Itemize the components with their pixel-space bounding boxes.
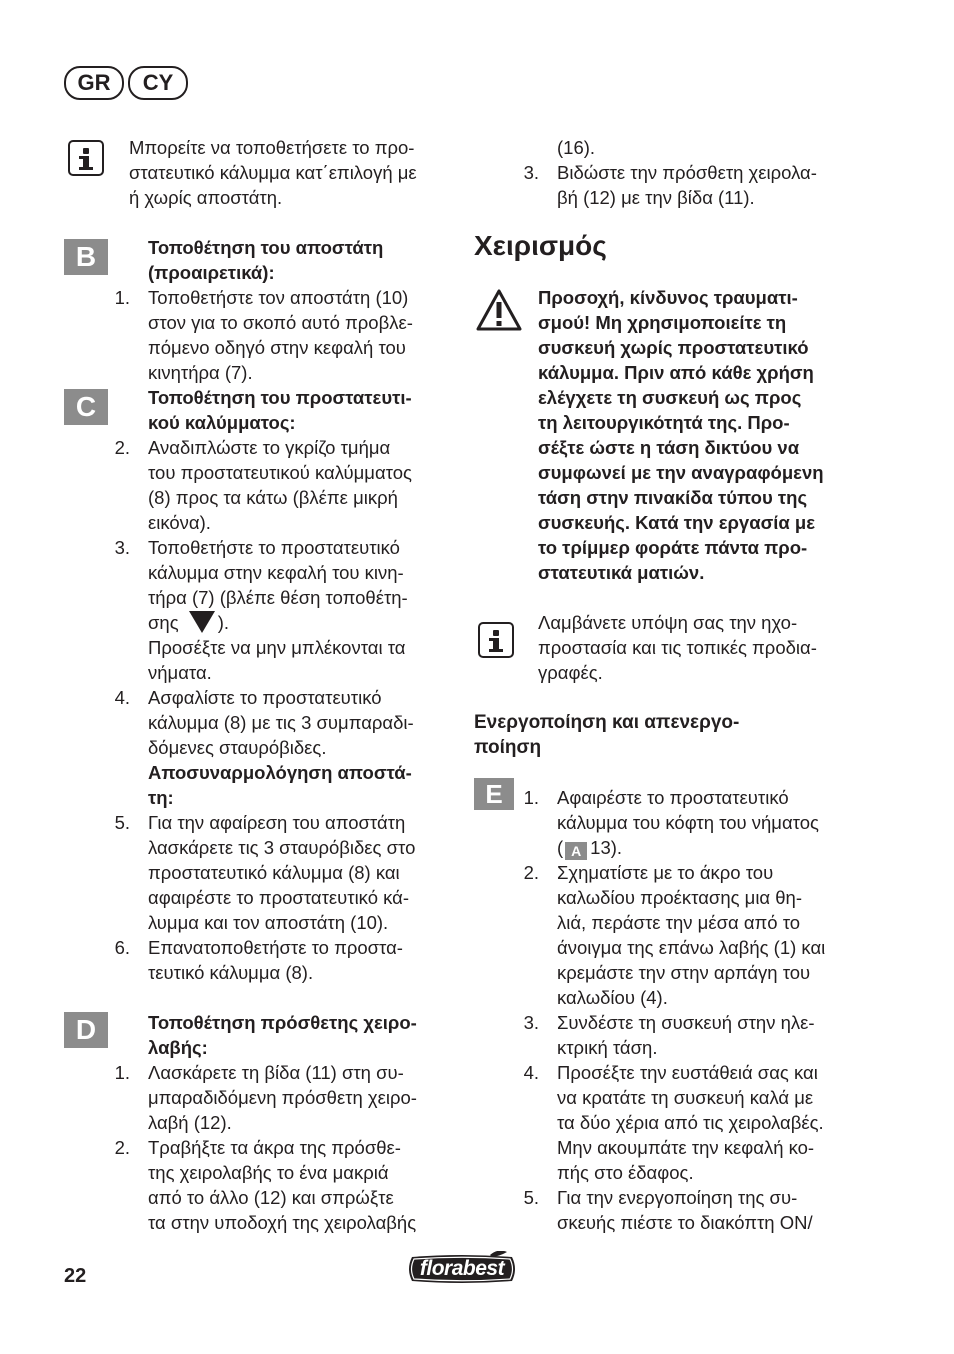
- list-number: 3.: [523, 1012, 539, 1033]
- list-item-line: Μην ακουμπάτε την κεφαλή κο-: [557, 1137, 815, 1158]
- list-number: 6.: [114, 937, 130, 958]
- list-item-line: λυμμα και τον αποστάτη (10).: [148, 912, 389, 933]
- info-text-line: στατευτικό κάλυμμα κατ΄επιλογή με: [129, 162, 417, 183]
- page-number: 22: [64, 1265, 87, 1287]
- warning-text-line: το τρίμμερ φοράτε πάντα προ-: [538, 537, 808, 558]
- list-item-line: (8) προς τα κάτω (βλέπε μικρή: [148, 487, 398, 508]
- list-item-line: καλωδίου (4).: [557, 987, 668, 1008]
- list-item-line: λασκάρετε τις 3 σταυρόβιδες στο: [148, 837, 416, 858]
- warning-text-line: τάση στην πινακίδα τύπου της: [538, 487, 808, 508]
- section-heading: λαβής:: [148, 1037, 208, 1058]
- list-item-line: Σχηματίστε με το άκρο του: [557, 862, 774, 883]
- list-item-line: πόμενο οδηγό στην κεφαλή του: [148, 337, 406, 358]
- info-icon: [478, 622, 514, 658]
- list-number: 5.: [114, 812, 130, 833]
- sub-heading: τη:: [148, 787, 174, 808]
- list-number: 2.: [114, 437, 130, 458]
- list-item-line: από το άλλο (12) και σπρώξτε: [148, 1187, 394, 1208]
- list-number: 1.: [114, 287, 130, 308]
- list-item-line: Επανατοποθετήστε το προστα-: [148, 937, 403, 958]
- section-title-operation: Χειρισμός: [474, 230, 607, 261]
- sub-heading: Αποσυναρμολόγηση αποστά-: [148, 762, 412, 783]
- list-item-line: κάλυμμα του κόφτη του νήματος: [557, 812, 819, 833]
- list-item-line: εικόνα).: [148, 512, 211, 533]
- list-item-text: σης: [148, 612, 179, 633]
- list-item-line: Λασκάρετε τη βίδα (11) στη συ-: [148, 1062, 404, 1083]
- warning-text-line: συσκευή χωρίς προστατευτικό: [538, 337, 809, 358]
- list-item-line: τα στην υποδοχή της χειρολαβής: [148, 1212, 417, 1233]
- ref-bracket: (: [557, 837, 564, 858]
- section-title-onoff: ποίηση: [474, 737, 542, 758]
- list-number: 2.: [114, 1137, 130, 1158]
- list-item-line: τα δύο χέρια από τις χειρολαβές.: [557, 1112, 824, 1133]
- info-text-line: ή χωρίς αποστάτη.: [129, 187, 283, 208]
- list-item-line: μπαραδιδόμενη πρόσθετη χειρο-: [148, 1087, 417, 1108]
- list-item-line: άνοιγμα της επάνω λαβής (1) και: [557, 937, 826, 958]
- list-number: 1.: [523, 787, 539, 808]
- list-item-line: κτρική τάση.: [557, 1037, 658, 1058]
- list-item-line: κάλυμμα (8) με τις 3 συμπαραδι-: [148, 712, 414, 733]
- list-item-line: προστατευτικό κάλυμμα (8) και: [148, 862, 400, 883]
- section-heading: κού καλύμματος:: [148, 412, 296, 433]
- list-item-line: λαβή (12).: [148, 1112, 232, 1133]
- list-number: 4.: [114, 687, 130, 708]
- position-triangle-icon: [188, 610, 216, 634]
- list-item-line: Αφαιρέστε το προστατευτικό: [557, 787, 789, 808]
- section-heading: Τοποθέτηση του αποστάτη: [148, 237, 384, 258]
- warning-text-line: τη λειτουργικότητά της. Προ-: [538, 412, 790, 433]
- brand-logo: [406, 1251, 518, 1287]
- section-title-onoff: Ενεργοποίηση και απενεργο-: [474, 712, 740, 733]
- list-number: 3.: [523, 162, 539, 183]
- warning-text-line: στατευτικά ματιών.: [538, 562, 705, 583]
- section-heading: (προαιρετικά):: [148, 262, 275, 283]
- section-marker-d: D: [64, 1012, 108, 1048]
- list-item-line: της χειρολαβής το ένα μακριά: [148, 1162, 389, 1183]
- list-number: 3.: [114, 537, 130, 558]
- list-item-line: Για την αφαίρεση του αποστάτη: [148, 812, 406, 833]
- list-item-line: νήματα.: [148, 662, 212, 683]
- info-text-line: Μπορείτε να τοποθετήσετε το προ-: [129, 137, 415, 158]
- list-item-line: Βιδώστε την πρόσθετη χειρολα-: [557, 162, 817, 183]
- warning-text-line: ελέγχετε τη συσκευή ως προς: [538, 387, 802, 408]
- list-item-line: [148, 610, 229, 635]
- section-marker-c: C: [64, 389, 108, 425]
- list-item-line: κινητήρα (7).: [148, 362, 253, 383]
- list-item-line: τήρα (7) (βλέπε θέση τοποθέτη-: [148, 587, 408, 608]
- list-item-line: Ασφαλίστε το προστατευτικό: [148, 687, 382, 708]
- warning-icon: [475, 288, 523, 332]
- info-text-line: γραφές.: [538, 662, 603, 683]
- list-item-line: Τοποθετήστε το προστατευτικό: [148, 537, 400, 558]
- list-item-line: κάλυμμα στην κεφαλή του κινη-: [148, 562, 404, 583]
- list-item-line: τευτικό κάλυμμα (8).: [148, 962, 314, 983]
- warning-text-line: σμού! Μη χρησιμοποιείτε τη: [538, 312, 787, 333]
- warning-text-line: σέξτε ώστε η τάση δικτύου να: [538, 437, 800, 458]
- list-item-line: Συνδέστε τη συσκευή στην ηλε-: [557, 1012, 815, 1033]
- list-number: 2.: [523, 862, 539, 883]
- logo-text: florabest: [419, 1257, 505, 1280]
- list-item-line: (16).: [557, 137, 596, 158]
- list-item-line: Αναδιπλώστε το γκρίζο τμήμα: [148, 437, 391, 458]
- info-text-line: προστασία και τις τοπικές προδια-: [538, 637, 817, 658]
- figure-ref-a: A: [565, 842, 587, 860]
- list-item-line: Προσέξτε την ευστάθειά σας και: [557, 1062, 818, 1083]
- info-icon: [68, 140, 104, 176]
- info-text-line: Λαμβάνετε υπόψη σας την ηχο-: [538, 612, 798, 633]
- warning-text-line: κάλυμμα. Πριν από κάθε χρήση: [538, 362, 814, 383]
- country-badge-gr: GR: [64, 66, 124, 100]
- list-item-line: [557, 835, 622, 860]
- list-item-text: ).: [217, 612, 230, 633]
- list-item-line: σκευής πιέστε το διακόπτη ON/: [557, 1212, 813, 1233]
- list-item-line: αφαιρέστε το προστατευτικό κά-: [148, 887, 410, 908]
- list-item-line: Για την ενεργοποίηση της συ-: [557, 1187, 798, 1208]
- list-item-line: δόμενες σταυρόβιδες.: [148, 737, 327, 758]
- warning-text-line: συσκευής. Κατά την εργασία με: [538, 512, 815, 533]
- section-marker-b: B: [64, 239, 108, 275]
- section-marker-e: E: [474, 778, 514, 810]
- country-badge-cy: CY: [128, 66, 188, 100]
- list-item-line: κρεμάστε την στην αρπάγη του: [557, 962, 811, 983]
- list-number: 1.: [114, 1062, 130, 1083]
- list-item-line: λιά, περάστε την μέσα από το: [557, 912, 801, 933]
- section-heading: Τοποθέτηση του προστατευτι-: [148, 387, 412, 408]
- list-number: 5.: [523, 1187, 539, 1208]
- warning-text-line: συμφωνεί με την αναγραφόμενη: [538, 462, 824, 483]
- list-item-line: βή (12) με την βίδα (11).: [557, 187, 755, 208]
- ref-text: 13).: [590, 837, 623, 858]
- section-heading: Τοποθέτηση πρόσθετης χειρο-: [148, 1012, 417, 1033]
- list-item-line: Προσέξτε να μην μπλέκονται τα: [148, 637, 406, 658]
- list-item-line: του προστατευτικού καλύμματος: [148, 462, 412, 483]
- list-item-line: καλωδίου προέκτασης μια θη-: [557, 887, 803, 908]
- list-item-line: στον για το σκοπό αυτό προβλε-: [148, 312, 413, 333]
- list-number: 4.: [523, 1062, 539, 1083]
- list-item-line: πής στο έδαφος.: [557, 1162, 694, 1183]
- warning-text-line: Προσοχή, κίνδυνος τραυματι-: [538, 287, 798, 308]
- list-item-line: να κρατάτε τη συσκευή καλά με: [557, 1087, 814, 1108]
- list-item-line: Τραβήξτε τα άκρα της πρόσθε-: [148, 1137, 401, 1158]
- list-item-line: Τοποθετήστε τον αποστάτη (10): [148, 287, 409, 308]
